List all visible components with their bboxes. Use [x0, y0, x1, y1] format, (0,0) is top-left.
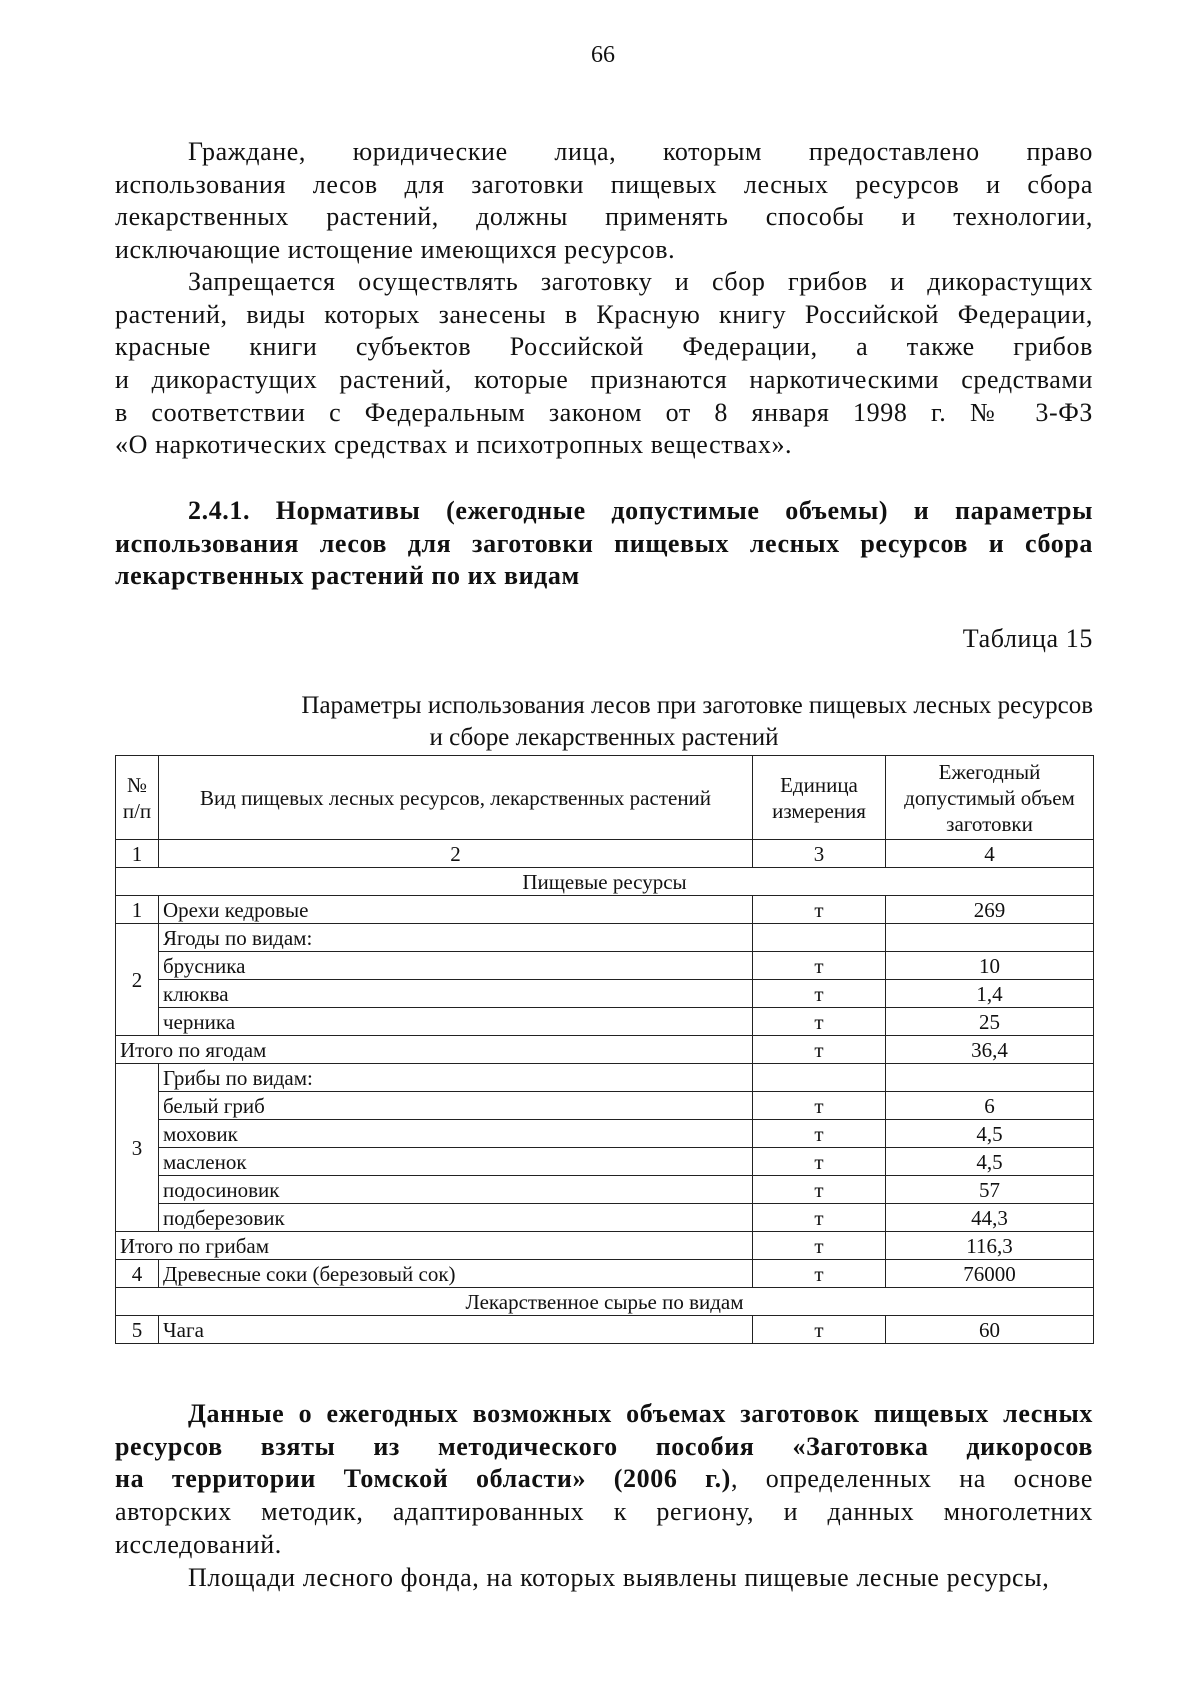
- text-line: лекарственных растений, должны применять способы и технологии,: [115, 202, 1093, 232]
- unit-cell: т: [753, 1260, 886, 1288]
- resource-name: черника: [159, 1008, 753, 1036]
- unit-cell: т: [753, 952, 886, 980]
- value-cell: 57: [886, 1176, 1094, 1204]
- row-number: 2: [116, 924, 159, 1036]
- table-row: [116, 1176, 1094, 1204]
- value-cell: 76000: [886, 1260, 1094, 1288]
- value-cell: 116,3: [886, 1232, 1094, 1260]
- table-row: [116, 1008, 1094, 1036]
- text-line: Запрещается осуществлять заготовку и сбор грибов и дикорастущих: [188, 267, 1093, 296]
- total-row: [116, 1232, 1094, 1260]
- value-cell: 60: [886, 1316, 1094, 1344]
- value-cell: [886, 1064, 1094, 1092]
- text-line: и дикорастущих растений, которые признаются наркотическими средствами: [115, 365, 1093, 395]
- resource-name: Ягоды по видам:: [159, 924, 753, 952]
- value-cell: 44,3: [886, 1204, 1094, 1232]
- row-number: 5: [116, 1316, 159, 1344]
- table-row: [116, 1260, 1094, 1288]
- header-cell: Единица измерения: [753, 756, 886, 840]
- value-cell: 10: [886, 952, 1094, 980]
- section-heading: [115, 495, 1093, 593]
- text-line: Граждане, юридические лица, которым предоставлено право: [188, 137, 1093, 166]
- total-row: [116, 1036, 1094, 1064]
- paragraph-2: [115, 266, 1093, 462]
- section-row: [116, 868, 1094, 896]
- resource-name: подосиновик: [159, 1176, 753, 1204]
- table-row: [116, 1316, 1094, 1344]
- row-number: 3: [116, 1064, 159, 1232]
- table-caption-line: и сборе лекарственных растений: [429, 724, 779, 751]
- resource-name: Древесные соки (березовый сок): [159, 1260, 753, 1288]
- text-line: Площади лесного фонда, на которых выявлены пищевые лесные ресурсы,: [188, 1563, 1050, 1592]
- table-row: [116, 1092, 1094, 1120]
- section-label: Пищевые ресурсы: [116, 868, 1094, 896]
- unit-cell: т: [753, 1176, 886, 1204]
- heading-line: использования лесов для заготовки пищевых лесных ресурсов и сбора: [115, 528, 1093, 558]
- column-number: 3: [753, 840, 886, 868]
- value-cell: 4,5: [886, 1148, 1094, 1176]
- unit-cell: т: [753, 1092, 886, 1120]
- unit-cell: т: [753, 1148, 886, 1176]
- text-line: в соответствии с Федеральным законом от 8 января 1998 г. № 3-ФЗ: [115, 397, 1093, 427]
- resource-name: подберезовик: [159, 1204, 753, 1232]
- unit-cell: т: [753, 1204, 886, 1232]
- text-line: растений, виды которых занесены в Красную книгу Российской Федерации,: [115, 299, 1093, 329]
- value-cell: 1,4: [886, 980, 1094, 1008]
- table-row: [116, 980, 1094, 1008]
- paragraph-4: [115, 1562, 1093, 1595]
- resource-name: брусника: [159, 952, 753, 980]
- unit-cell: т: [753, 1316, 886, 1344]
- text-line: исключающие истощение имеющихся ресурсов.: [115, 235, 676, 265]
- table-row: [116, 924, 1094, 952]
- resource-name: масленок: [159, 1148, 753, 1176]
- paragraph-3: [115, 1398, 1093, 1561]
- resources-table: [115, 755, 1094, 1344]
- table-row: [116, 1204, 1094, 1232]
- unit-cell: т: [753, 1120, 886, 1148]
- header-cell: Ежегодный допустимый объем заготовки: [886, 756, 1094, 840]
- table-row: [116, 952, 1094, 980]
- unit-cell: т: [753, 896, 886, 924]
- text-line: [115, 1463, 1093, 1496]
- row-number: 4: [116, 1260, 159, 1288]
- resource-name: моховик: [159, 1120, 753, 1148]
- value-cell: 36,4: [886, 1036, 1094, 1064]
- resource-name: Грибы по видам:: [159, 1064, 753, 1092]
- normal-text: , определенных на основе: [730, 1464, 1094, 1494]
- header-cell: Вид пищевых лесных ресурсов, лекарственных растений: [159, 756, 753, 840]
- resource-name: Чага: [159, 1316, 753, 1344]
- unit-cell: т: [753, 1036, 886, 1064]
- table-label: Таблица 15: [962, 624, 1093, 653]
- unit-cell: т: [753, 980, 886, 1008]
- table-row: [116, 1148, 1094, 1176]
- unit-cell: [753, 924, 886, 952]
- text-line: использования лесов для заготовки пищевых лесных ресурсов и сбора: [115, 169, 1093, 199]
- table-row: [116, 1064, 1094, 1092]
- table-row: [116, 1120, 1094, 1148]
- paragraph-1: [115, 136, 1093, 267]
- value-cell: 269: [886, 896, 1094, 924]
- row-number: 1: [116, 896, 159, 924]
- column-number: 2: [159, 840, 753, 868]
- resource-name: белый гриб: [159, 1092, 753, 1120]
- unit-cell: т: [753, 1232, 886, 1260]
- text-line: «О наркотических средствах и психотропных веществах».: [115, 430, 793, 460]
- column-number: 1: [116, 840, 159, 868]
- unit-cell: т: [753, 1008, 886, 1036]
- text-line: авторских методик, адаптированных к региону, и данных многолетних: [115, 1497, 1093, 1527]
- text-line: ресурсов взяты из методического пособия «Заготовка дикоросов: [115, 1431, 1093, 1461]
- resource-name: Орехи кедровые: [159, 896, 753, 924]
- table-caption-line: Параметры использования лесов при заготовке пищевых лесных ресурсов: [301, 692, 1093, 719]
- heading-line: 2.4.1. Нормативы (ежегодные допустимые объемы) и параметры: [188, 496, 1093, 525]
- page-number: 66: [591, 42, 615, 68]
- table-row: [116, 896, 1094, 924]
- bold-text: на территории Томской области» (2006 г.): [115, 1464, 731, 1494]
- value-cell: [886, 924, 1094, 952]
- heading-line: лекарственных растений по их видам: [115, 561, 580, 591]
- total-label: Итого по ягодам: [116, 1036, 753, 1064]
- section-row: [116, 1288, 1094, 1316]
- header-cell: № п/п: [116, 756, 159, 840]
- text-line: Данные о ежегодных возможных объемах заготовок пищевых лесных: [188, 1399, 1093, 1428]
- table-header-row: [116, 756, 1094, 840]
- value-cell: 25: [886, 1008, 1094, 1036]
- resource-name: клюква: [159, 980, 753, 1008]
- section-label: Лекарственное сырье по видам: [116, 1288, 1094, 1316]
- unit-cell: [753, 1064, 886, 1092]
- column-number-row: [116, 840, 1094, 868]
- value-cell: 6: [886, 1092, 1094, 1120]
- total-label: Итого по грибам: [116, 1232, 753, 1260]
- text-line: красные книги субъектов Российской Федерации, а также грибов: [115, 332, 1093, 362]
- text-line: исследований.: [115, 1529, 282, 1559]
- value-cell: 4,5: [886, 1120, 1094, 1148]
- column-number: 4: [886, 840, 1094, 868]
